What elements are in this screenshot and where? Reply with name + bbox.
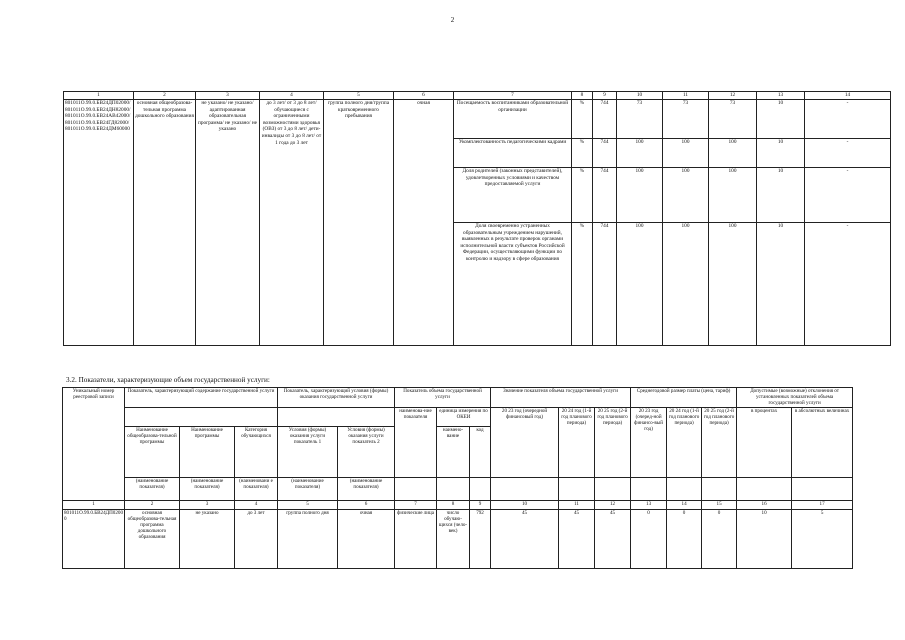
header-sub: (наименование показателя): [180, 477, 235, 500]
col-number: 7: [395, 500, 437, 509]
header-value: Значение показателя объема государственной услуги: [491, 388, 631, 408]
deviation-absolute: 5: [792, 509, 853, 568]
condition-2: очная: [338, 509, 395, 568]
registry-code: 801011О.99.0.БВ24ДП02000: [63, 509, 125, 568]
column-number-row: [64, 92, 891, 100]
okei-code: 744: [593, 223, 617, 346]
education-form: очная: [394, 100, 454, 346]
header-sub: (наименование показателя): [278, 477, 338, 500]
col-number: 5: [324, 92, 394, 100]
value-year-2: 73: [663, 100, 709, 139]
student-age: до 3 лет/ от 3 до 8 лет/ обучающиеся с ограниченными возможностями здоровья (ОВЗ) от 3 до 8 лет/ дети-инвалиды от 3 до 8 лет/ от 1 года до 3 лет: [260, 100, 324, 346]
header-conditions: Показатель, характеризующий условия (формы) оказания государственной услуги: [278, 388, 395, 408]
value-year-2: 45: [559, 509, 595, 568]
col-number: 13: [631, 500, 667, 509]
deviation-absolute: -: [805, 100, 891, 139]
program-category: не указано/ не указано/ адаптированная образовательная программа/ не указано/ не указано: [196, 100, 260, 346]
price-year-2: 0: [667, 509, 702, 568]
header-row: [63, 388, 853, 408]
header-price: Среднегодовой размер платы (цена, тариф): [631, 388, 737, 408]
program-name: основная общеобразова-тельная программа дошкольного образования: [134, 100, 196, 346]
deviation-percent: 10: [757, 139, 805, 168]
header-price-year-3: 20 25 год (2-й год планового периода): [702, 407, 737, 477]
value-year-3: 100: [709, 139, 757, 168]
table-row: [63, 509, 853, 568]
okei-code: 744: [593, 139, 617, 168]
col-number: 12: [709, 92, 757, 100]
value-year-3: 100: [709, 223, 757, 346]
stay-form: группа полного дня/группа кратковременного пребывания: [324, 100, 394, 346]
unit-name: число обучаю-щихся (чело-век): [437, 509, 470, 568]
category: до 3 лет: [235, 509, 278, 568]
okei-code: 744: [593, 100, 617, 139]
unit: %: [572, 168, 593, 223]
unit: %: [572, 100, 593, 139]
indicator-name: Укомплектованность педагогическими кадрами: [454, 139, 572, 168]
header-year-1: 20 23 год (очередной финансовый год): [491, 407, 559, 477]
col-number: 17: [792, 500, 853, 509]
header-price-year-2: 20 24 год (1-й год планового периода): [667, 407, 702, 477]
indicator-name: Посещаемость воспитанниками образовательной организации: [454, 100, 572, 139]
header-code: Уникальный номер реестровой записи: [63, 388, 125, 501]
deviation-percent: 10: [737, 509, 792, 568]
deviation-absolute: -: [805, 139, 891, 168]
header-condition-1: Условия (формы) оказания услуги показатель 1: [278, 426, 338, 477]
indicator-name: Доля родителей (законных представителей), удовлетворенных условиями и качеством предоставляемой услуги: [454, 168, 572, 223]
header-sub: (наименовани е показателя): [235, 477, 278, 500]
col-number: 5: [278, 500, 338, 509]
value-year-1: 100: [617, 223, 663, 346]
header-content: Показатель, характеризующий содержание государственной услуги: [125, 388, 278, 408]
header-price-year-1: 20 23 год (очеред-ной финансо-вый год): [631, 407, 667, 477]
deviation-percent: 10: [757, 100, 805, 139]
price-year-3: 0: [702, 509, 737, 568]
deviation-absolute: -: [805, 168, 891, 223]
header-condition-2: Условия (формы) оказания услуги показатель 2: [338, 426, 395, 477]
value-year-1: 73: [617, 100, 663, 139]
deviation-percent: 10: [757, 168, 805, 223]
program-type: основная общеобразова-тельная программа дошкольного образования: [125, 509, 180, 568]
okei-code: 744: [593, 168, 617, 223]
quality-indicators-table: [63, 91, 891, 346]
deviation-absolute: -: [805, 223, 891, 346]
header-sub: (наименование показателя): [338, 477, 395, 500]
value-year-1: 45: [491, 509, 559, 568]
col-number: 6: [338, 500, 395, 509]
header-volume: Показатель объема государственной услуги: [395, 388, 491, 408]
col-number: 13: [757, 92, 805, 100]
page-number: 2: [450, 16, 455, 24]
col-number: 2: [134, 92, 196, 100]
value-year-2: 100: [663, 139, 709, 168]
header-unit: единица измерения по ОКЕИ: [437, 407, 491, 426]
value-year-2: 100: [663, 168, 709, 223]
column-number-row: [63, 500, 853, 509]
col-number: 11: [663, 92, 709, 100]
value-year-3: 100: [709, 168, 757, 223]
col-number: 12: [595, 500, 631, 509]
col-number: 3: [196, 92, 260, 100]
value-year-3: 45: [595, 509, 631, 568]
condition-1: группа полного дня: [278, 509, 338, 568]
col-number: 16: [737, 500, 792, 509]
header-in-absolute: в абсолютных величинах: [792, 407, 853, 477]
col-number: 3: [180, 500, 235, 509]
col-number: 14: [805, 92, 891, 100]
header-volume-name: наименова-ние показателя: [395, 407, 437, 477]
col-number: 8: [572, 92, 593, 100]
col-number: 8: [437, 500, 470, 509]
volume-indicators-table: [62, 387, 853, 569]
unit-code: 792: [470, 509, 491, 568]
header-program-name: Наименование программы: [180, 426, 235, 477]
header-row: [63, 407, 853, 426]
header-year-2: 20 24 год (1-й год планового периода): [559, 407, 595, 477]
col-number: 2: [125, 500, 180, 509]
col-number: 9: [593, 92, 617, 100]
unit: %: [572, 139, 593, 168]
header-unit-name: наимено-вание: [437, 426, 470, 477]
table-row: [64, 100, 891, 139]
header-year-3: 20 25 год (2-й год планового периода): [595, 407, 631, 477]
price-year-1: 0: [631, 509, 667, 568]
col-number: 10: [617, 92, 663, 100]
col-number: 15: [702, 500, 737, 509]
col-number: 1: [64, 92, 134, 100]
header-unit-code: код: [470, 426, 491, 477]
value-year-3: 73: [709, 100, 757, 139]
col-number: 11: [559, 500, 595, 509]
value-year-1: 100: [617, 168, 663, 223]
col-number: 14: [667, 500, 702, 509]
registry-code: 801011О.99.0.БВ24ДП02000/ 801011О.99.0.БВ24ДН82000/ 801011О.99.0.БВ24АВ42000/ 801011О.99.0.БВ24ГД82000/ 801011О.99.0.БВ24ДМ60000: [64, 100, 134, 346]
deviation-percent: 10: [757, 223, 805, 346]
header-deviation: Допустимые (возможные) отклонения от установленных показателей объема государственной услуги: [737, 388, 853, 408]
section-title: 3.2. Показатели, характеризующие объем государственной услуги:: [66, 376, 270, 384]
col-number: 4: [260, 92, 324, 100]
col-number: 7: [454, 92, 572, 100]
col-number: 6: [394, 92, 454, 100]
header-program-type: Наименование общеобразова-тельной программы: [125, 426, 180, 477]
value-year-1: 100: [617, 139, 663, 168]
volume-name: физические лица: [395, 509, 437, 568]
value-year-2: 100: [663, 223, 709, 346]
header-sub: (наименование показателя): [125, 477, 180, 500]
unit: %: [572, 223, 593, 346]
col-number: 4: [235, 500, 278, 509]
col-number: 1: [63, 500, 125, 509]
indicator-name: Доля своевременно устраненных образовательным учреждением нарушений, выявленных в результате проверок органами исполнительной власти субъектов Российской Федерации, осуществляющими функции по контролю и надзору в сфере образования: [454, 223, 572, 346]
program-name: не указано: [180, 509, 235, 568]
header-row: [63, 477, 853, 500]
col-number: 10: [491, 500, 559, 509]
header-in-percent: в процентах: [737, 407, 792, 477]
header-category: Категория обучающихся: [235, 426, 278, 477]
col-number: 9: [470, 500, 491, 509]
